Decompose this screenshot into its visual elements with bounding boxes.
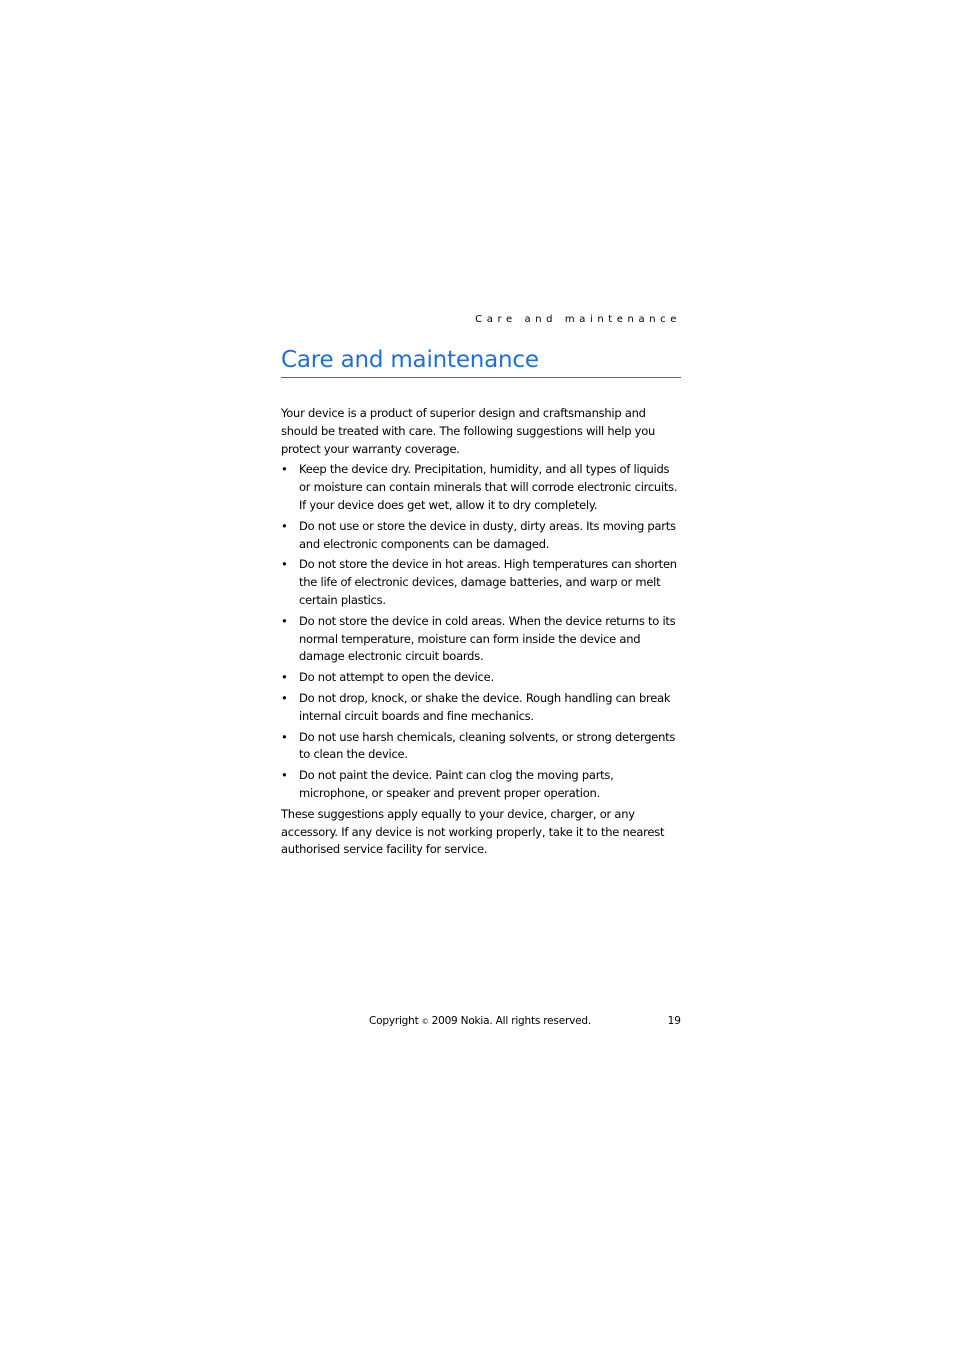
list-item — [281, 556, 681, 609]
bullet-icon: • — [281, 768, 288, 783]
list-item-text: Do not store the device in hot areas. High temperatures can shorten the life of electronic devices, damage batteries, and warp or melt certain plastics. — [299, 557, 677, 607]
closing-paragraph: These suggestions apply equally to your device, charger, or any accessory. If any device is not working properly, take it to the nearest authorised service facility for service. — [281, 806, 665, 857]
list-item — [281, 613, 681, 666]
list-item — [281, 669, 681, 687]
list-item-text: Do not attempt to open the device. — [299, 670, 494, 685]
list-item-text: Do not use or store the device in dusty, dirty areas. Its moving parts and electronic components can be damaged. — [299, 518, 676, 551]
care-bullet-list — [281, 461, 681, 802]
list-item — [281, 767, 681, 803]
footer-copyright — [369, 1014, 591, 1029]
list-item — [281, 729, 681, 765]
list-item-text: Do not drop, knock, or shake the device. Rough handling can break internal circuit boards and fine mechanics. — [299, 690, 671, 723]
bullet-icon: • — [281, 518, 288, 533]
list-item — [281, 518, 681, 554]
title-rule — [281, 377, 681, 378]
list-item-text: Do not store the device in cold areas. When the device returns to its normal temperature, moisture can form inside the device and damage electronic circuit boards. — [299, 613, 676, 664]
bullet-icon: • — [281, 670, 288, 685]
list-item-text: Do not use harsh chemicals, cleaning solvents, or strong detergents to clean the device. — [299, 729, 676, 762]
document-page — [281, 0, 681, 1350]
bullet-icon: • — [281, 729, 288, 744]
intro-paragraph: Your device is a product of superior design and craftsmanship and should be treated with care. The following suggestions will help you protect your warranty coverage. — [281, 406, 656, 456]
body-text — [281, 405, 681, 859]
running-header: Care and maintenance — [475, 314, 681, 325]
list-item-text: Keep the device dry. Precipitation, humidity, and all types of liquids or moisture can contain minerals that will corrode electronic circuits. If your device does get wet, allow it to dry completely. — [299, 462, 678, 512]
list-item — [281, 461, 681, 514]
page-number: 19 — [667, 1015, 681, 1027]
list-item — [281, 690, 681, 726]
bullet-icon: • — [281, 690, 288, 705]
bullet-icon: • — [281, 462, 288, 477]
page-title: Care and maintenance — [281, 347, 539, 373]
copyright-prefix: Copyright — [369, 1015, 422, 1027]
copyright-icon: © — [421, 1018, 429, 1026]
bullet-icon: • — [281, 557, 288, 572]
copyright-suffix: 2009 Nokia. All rights reserved. — [428, 1015, 591, 1027]
bullet-icon: • — [281, 613, 288, 628]
list-item-text: Do not paint the device. Paint can clog the moving parts, microphone, or speaker and prevent proper operation. — [299, 768, 614, 800]
